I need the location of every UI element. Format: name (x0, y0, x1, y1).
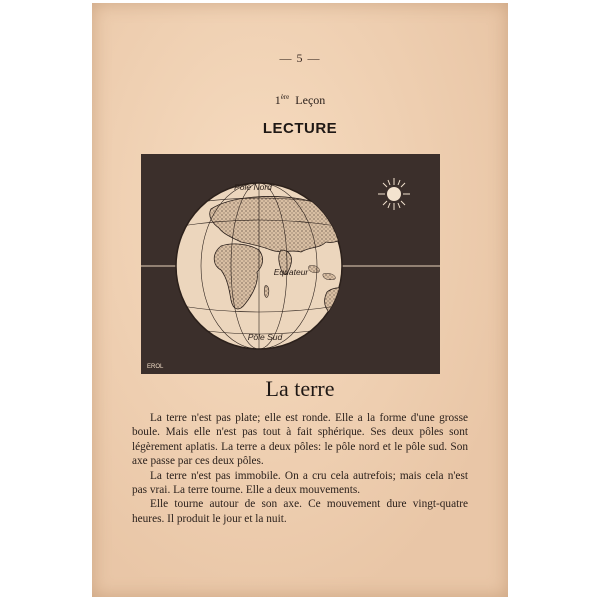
page-number: — 5 — (279, 51, 321, 65)
south-pole-label: Pôle Sud (247, 332, 283, 342)
paragraph-1: La terre n'est pas plate; elle est ronde. Elle a la forme d'une grosse boule. Mais elle n'est pas tout à fait sphérique. Ses deux pôles sont légèrement aplatis. La terre a deux pôles: le pôle nord et le pôle sud. Son axe passe par ces deux pôles. (132, 412, 468, 468)
globe-illustration (141, 154, 440, 374)
lesson-word: Leçon (295, 93, 326, 107)
reading-text (132, 411, 468, 526)
section-heading: LECTURE (262, 120, 338, 137)
lesson-number (92, 93, 508, 108)
globe-engraving (141, 154, 440, 374)
lesson-ordinal-suffix: ère (280, 93, 290, 101)
equator-label: Equateur (273, 267, 309, 277)
book-page (92, 3, 508, 597)
north-pole-label: Pôle Nord (234, 182, 272, 192)
paragraph-2: La terre n'est pas immobile. On a cru cela autrefois; mais cela n'est pas vrai. La terre tourne. Elle a deux mouvements. (132, 469, 468, 497)
lesson-ordinal: 1 (274, 93, 281, 107)
illustrator-signature: EROL (147, 364, 164, 370)
reading-title: La terre (265, 376, 335, 401)
paragraph-3: Elle tourne autour de son axe. Ce mouvement dure vingt-quatre heures. Il produit le jour et la nuit. (132, 498, 468, 525)
